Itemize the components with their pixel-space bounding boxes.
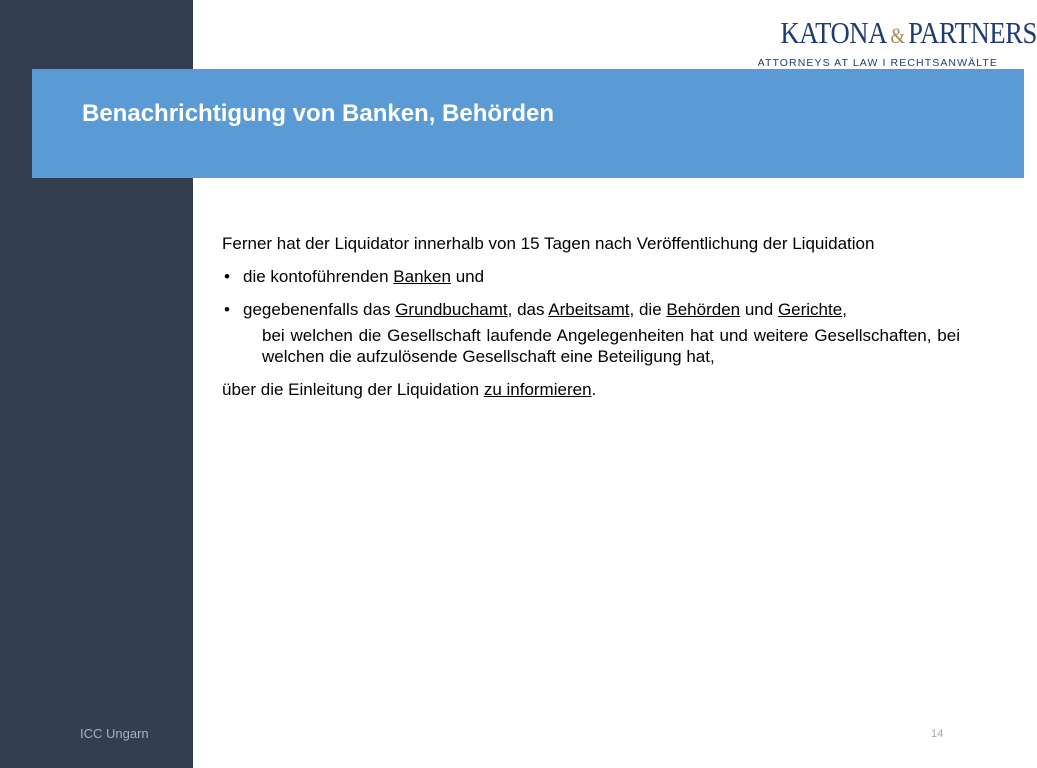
link-zu-informieren[interactable]: zu informieren (483, 380, 592, 399)
bullet-text: , (842, 300, 847, 319)
bullet-text: und (740, 300, 778, 319)
bullet-text: und (450, 267, 485, 286)
slide-content (222, 233, 960, 400)
bullet-item-authorities (222, 299, 960, 320)
indented-paragraph: bei welchen die Gesellschaft laufende Angelegenheiten hat und weitere Gesellschaften, bei welchen die aufzulösende Gesellschaft eine Beteiligung hat, (262, 326, 960, 366)
bullet-marker: • (224, 267, 230, 286)
bullet-text: , das (507, 300, 549, 319)
logo-name-part2: PARTNERS (908, 15, 1037, 50)
closing-text: . (591, 380, 597, 399)
footer-label: ICC Ungarn (80, 726, 149, 741)
bullet-text: gegebenenfalls das (243, 300, 396, 319)
logo-ampersand: & (890, 23, 905, 48)
title-banner (32, 69, 1024, 178)
logo-name-part1: KATONA (780, 15, 887, 50)
intro-paragraph: Ferner hat der Liquidator innerhalb von 15 Tagen nach Veröffentlichung der Liquidation (222, 234, 875, 253)
bullet-item-banks (222, 266, 960, 287)
link-arbeitsamt[interactable]: Arbeitsamt (548, 300, 630, 319)
bullet-text: , die (629, 300, 667, 319)
closing-text: über die Einleitung der Liquidation (222, 380, 484, 399)
link-banken[interactable]: Banken (393, 267, 451, 286)
logo-tagline: ATTORNEYS AT LAW I RECHTSANWÄLTE (757, 57, 998, 69)
bullet-text: die kontoführenden (243, 267, 394, 286)
link-behoerden[interactable]: Behörden (666, 300, 741, 319)
bullet-marker: • (224, 300, 230, 319)
closing-paragraph (222, 379, 960, 400)
link-gerichte[interactable]: Gerichte (777, 300, 843, 319)
logo-wordmark (780, 15, 1037, 53)
company-logo (744, 15, 1037, 69)
page-number: 14 (931, 728, 944, 740)
slide-title: Benachrichtigung von Banken, Behörden (82, 100, 555, 127)
link-grundbuchamt[interactable]: Grundbuchamt (395, 300, 508, 319)
